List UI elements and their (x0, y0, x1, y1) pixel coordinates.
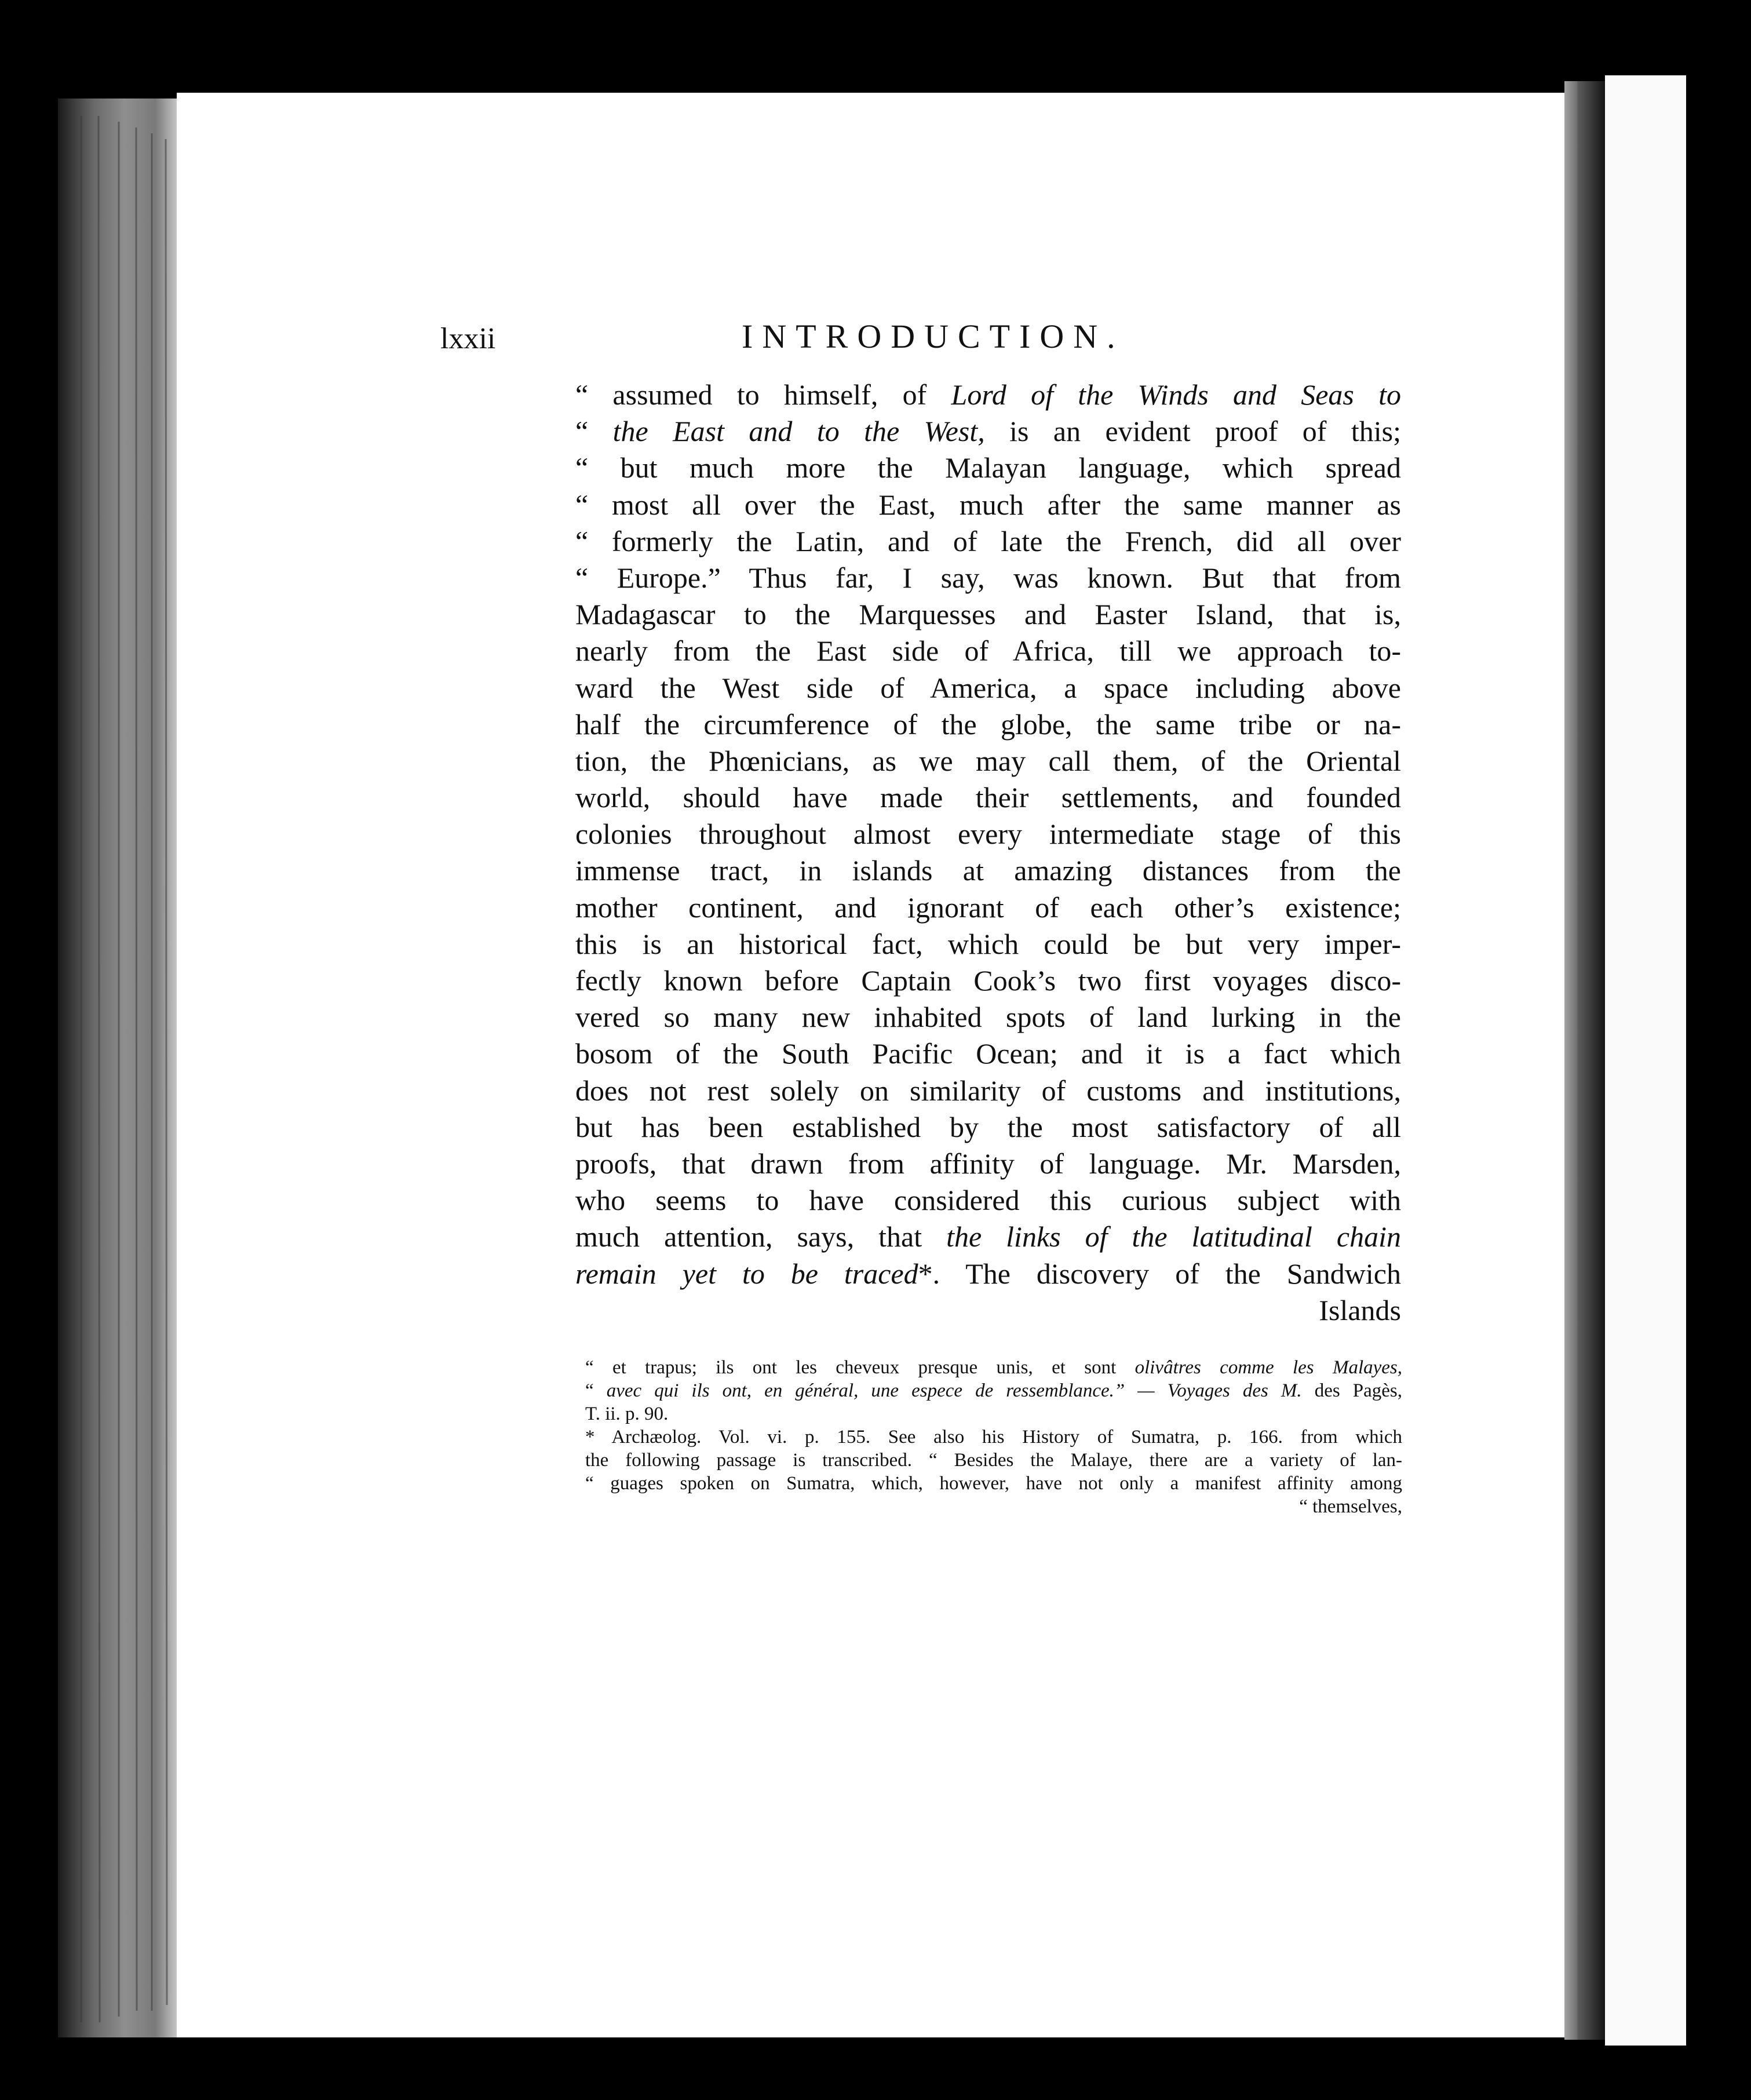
text-line: ward the West side of America, a space including above (575, 671, 1401, 704)
text-line: but has been established by the most satisfactory of all (575, 1110, 1401, 1143)
text-line: “ formerly the Latin, and of late the French, did all over (575, 524, 1401, 557)
facing-page-shadow (1564, 81, 1577, 2040)
footnote-line: T. ii. p. 90. (585, 1403, 669, 1424)
text-line: “ assumed to himself, of Lord of the Winds and Seas to (575, 378, 1402, 411)
catchword: Islands (1319, 1293, 1401, 1326)
footnote-line: * Archæolog. Vol. vi. p. 155. See also his History of Sumatra, p. 166. from which (585, 1427, 1402, 1448)
text-line: tion, the Phœnicians, as we may call them, of the Oriental (575, 744, 1401, 777)
facing-page-strip (1605, 75, 1686, 2046)
text-line: vered so many new inhabited spots of land lurking in the (575, 1001, 1401, 1034)
text-line: “ the East and to the West, is an evident proof of this; (575, 415, 1401, 448)
text-line: does not rest solely on similarity of customs and institutions, (575, 1074, 1401, 1107)
text-line: bosom of the South Pacific Ocean; and it is a fact which (575, 1037, 1401, 1070)
text-line: “ but much more the Malayan language, which spread (575, 451, 1401, 484)
text-line: colonies throughout almost every intermediate stage of this (575, 818, 1401, 851)
text-line: nearly from the East side of Africa, till we approach to- (575, 635, 1401, 668)
running-head (440, 318, 1309, 374)
text-line: proofs, that drawn from affinity of language. Mr. Marsden, (575, 1147, 1401, 1180)
page-number: lxxii (440, 322, 496, 355)
text-line: immense tract, in islands at amazing distances from the (575, 854, 1401, 887)
footnote-catchword: “ themselves, (1299, 1496, 1402, 1517)
text-line: “ most all over the East, much after the same manner as (575, 488, 1401, 521)
footnote-line: “ et trapus; ils ont les cheveux presque unis, et sont olivâtres comme les Malayes, (585, 1357, 1403, 1378)
text-line: mother continent, and ignorant of each other’s existence; (575, 891, 1401, 924)
main-text (575, 377, 1401, 1329)
text-line: half the circumference of the globe, the same tribe or na- (575, 708, 1401, 741)
chapter-title: INTRODUCTION. (742, 318, 1125, 355)
text-line: Madagascar to the Marquesses and Easter Island, that is, (575, 598, 1401, 631)
text-line: remain yet to be traced*. The discovery of the Sandwich (575, 1257, 1401, 1290)
text-line: much attention, says, that the links of the latitudinal chain (575, 1220, 1401, 1253)
text-line: this is an historical fact, which could be but very imper- (575, 927, 1401, 960)
footnote-line: the following passage is transcribed. “ Besides the Malaye, there are a variety of lan- (585, 1450, 1402, 1471)
footnote-line: “ guages spoken on Sumatra, which, however, have not only a manifest affinity among (585, 1473, 1402, 1494)
footnotes (585, 1356, 1402, 1518)
text-line: world, should have made their settlements, and founded (575, 781, 1401, 814)
text-line: “ Europe.” Thus far, I say, was known. But that from (575, 561, 1401, 594)
footnote-line: “ avec qui ils ont, en général, une espece de ressemblance.” — Voyages des M. des Pagès, (585, 1380, 1402, 1401)
text-line: who seems to have considered this curious subject with (575, 1184, 1401, 1217)
text-line: fectly known before Captain Cook’s two first voyages disco- (575, 964, 1401, 997)
